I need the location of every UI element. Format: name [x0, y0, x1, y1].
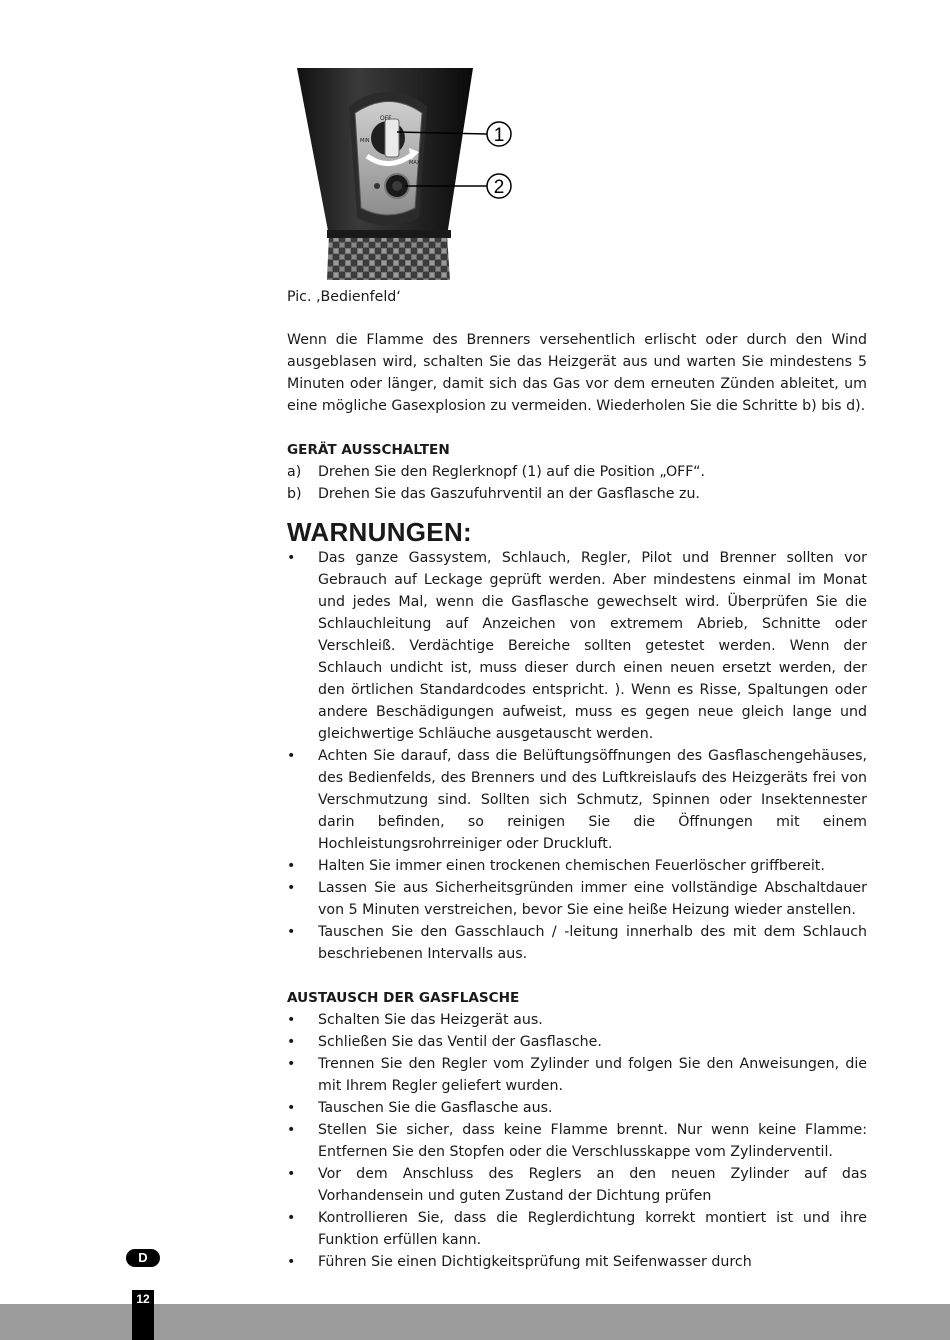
exchange-text: Schließen Sie das Ventil der Gasflasche.	[318, 1034, 602, 1050]
warning-item	[287, 877, 867, 921]
warning-text: Lassen Sie aus Sicherheitsgründen immer eine vollständige Abschaltdauer von 5 Minuten verstreichen, bevor Sie eine heiße Heizung wieder anstellen.	[318, 880, 867, 918]
exchange-text: Führen Sie einen Dichtigkeitsprüfung mit Seifenwasser durch	[318, 1254, 752, 1270]
warning-text: Tauschen Sie den Gasschlauch / -leitung innerhalb des mit dem Schlauch beschriebenen Intervalls aus.	[318, 924, 867, 962]
exchange-item	[287, 1009, 867, 1031]
exchange-text: Kontrollieren Sie, dass die Reglerdichtung korrekt montiert ist und ihre Funktion erfüllen kann.	[318, 1210, 867, 1248]
bullet-icon: •	[287, 1254, 296, 1270]
cylinder-exchange-heading: AUSTAUSCH DER GASFLASCHE	[287, 990, 520, 1006]
exchange-item	[287, 1207, 867, 1251]
bullet-icon: •	[287, 748, 296, 764]
warning-item	[287, 745, 867, 855]
exchange-text: Schalten Sie das Heizgerät aus.	[318, 1012, 543, 1028]
exchange-item	[287, 1119, 867, 1163]
knob-off-label: OFF	[380, 115, 392, 122]
intro-paragraph: Wenn die Flamme des Brenners versehentlich erlischt oder durch den Wind ausgeblasen wird, schalten Sie das Heizgerät aus und warten Sie mindestens 5 Minuten oder länger, damit sich das Gas vor dem erneuten Zünden ableitet, um eine mögliche Gasexplosion zu vermeiden. Wiederholen Sie die Schritte b) bis d).	[287, 332, 867, 414]
exchange-text: Stellen Sie sicher, dass keine Flamme brennt. Nur wenn keine Flamme: Entfernen Sie den Stopfen oder die Verschlusskappe vom Zylinderventil.	[318, 1122, 867, 1160]
control-panel-figure	[297, 68, 520, 280]
warning-item	[287, 547, 867, 745]
warnings-title: WARNUNGEN:	[287, 517, 472, 547]
exchange-item	[287, 1097, 867, 1119]
exchange-text: Tauschen Sie die Gasflasche aus.	[318, 1100, 553, 1116]
warning-item	[287, 921, 867, 965]
bullet-icon: •	[287, 1012, 296, 1028]
warning-item	[287, 855, 867, 877]
bullet-icon: •	[287, 550, 296, 566]
bullet-icon: •	[287, 858, 296, 874]
bullet-icon: •	[287, 880, 296, 896]
step-text: Drehen Sie den Reglerknopf (1) auf die Position „OFF“.	[318, 464, 706, 480]
step-marker: a)	[287, 464, 302, 480]
page-number: 12	[136, 1292, 150, 1306]
control-panel-illustration	[297, 68, 520, 280]
exchange-text: Trennen Sie den Regler vom Zylinder und folgen Sie den Anweisungen, die mit Ihrem Regler geliefert wurden.	[318, 1056, 867, 1094]
callout-2-label: 2	[493, 177, 505, 198]
exchange-item	[287, 1031, 867, 1053]
bullet-icon: •	[287, 1056, 296, 1072]
step-text: Drehen Sie das Gaszufuhrventil an der Gasflasche zu.	[318, 486, 700, 502]
language-badge: D	[126, 1249, 160, 1267]
knob-max-label: MAX	[409, 160, 421, 166]
bullet-icon: •	[287, 1166, 296, 1182]
exchange-item	[287, 1251, 867, 1273]
bullet-icon: •	[287, 1210, 296, 1226]
bullet-icon: •	[287, 1122, 296, 1138]
knob-min-label: MIN	[360, 138, 370, 144]
shutdown-step	[287, 461, 867, 483]
shutdown-heading: GERÄT AUSSCHALTEN	[287, 442, 450, 458]
bullet-icon: •	[287, 1100, 296, 1116]
bullet-icon: •	[287, 924, 296, 940]
warning-text: Halten Sie immer einen trockenen chemischen Feuerlöscher griffbereit.	[318, 858, 825, 874]
shutdown-steps	[287, 461, 867, 505]
shutdown-step	[287, 483, 867, 505]
exchange-text: Vor dem Anschluss des Reglers an den neuen Zylinder auf das Vorhandensein und guten Zustand der Dichtung prüfen	[318, 1166, 867, 1204]
bullet-icon: •	[287, 1034, 296, 1050]
warnings-list	[287, 547, 867, 965]
exchange-item	[287, 1053, 867, 1097]
figure-caption: Pic. ‚Bedienfeld‘	[287, 289, 401, 305]
callout-1-label: 1	[493, 125, 505, 146]
exchange-item	[287, 1163, 867, 1207]
cylinder-exchange-list	[287, 1009, 867, 1273]
main-content	[287, 329, 867, 1273]
step-marker: b)	[287, 486, 302, 502]
warning-text: Achten Sie darauf, dass die Belüftungsöffnungen des Gasflaschengehäuses, des Bedienfelds, des Brenners und des Luftkreislaufs des Heizgeräts frei von Verschmutzung sind. Sollten sich Schmutz, Spinnen oder Insektennester darin befinden, so reinigen Sie die Öffnungen mit einem Hochleistungsrohrreiniger oder Druckluft.	[318, 748, 867, 852]
page-number-tab	[132, 1290, 154, 1340]
warning-text: Das ganze Gassystem, Schlauch, Regler, Pilot und Brenner sollten vor Gebrauch auf Leckage geprüft werden. Aber mindestens einmal im Monat und jedes Mal, wenn die Gasflasche gewechselt wird. Überprüfen Sie die Schlauchleitung auf Anzeichen von extremem Abrieb, Schnitte oder Verschleiß. Verdächtige Bereiche sollten getestet werden. Wenn der Schlauch undicht ist, muss dieser durch einen neuen ersetzt werden, der den örtlichen Standardcodes entspricht. ). Wenn es Risse, Spaltungen oder andere Beschädigungen aufweist, muss es gegen neue gleich lange und gleichwertige Schläuche ausgetauscht werden.	[318, 550, 867, 742]
